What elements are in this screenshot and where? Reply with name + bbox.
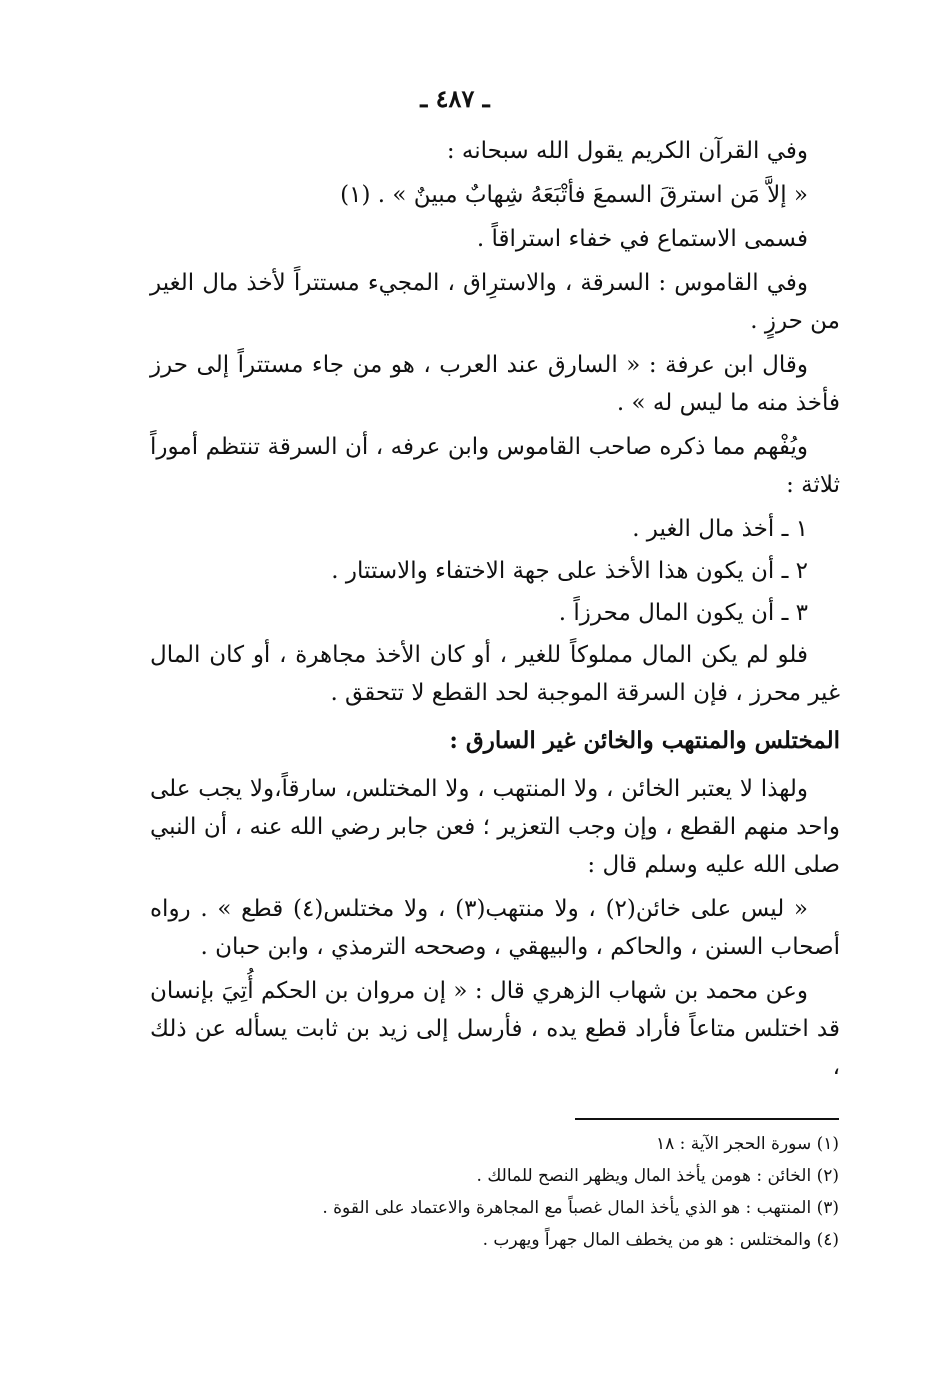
paragraph: ويُفْهم مما ذكره صاحب القاموس وابن عرفه ، أن السرقة تنتظم أموراً ثلاثة :	[150, 434, 840, 498]
hadith-quote: « ليس على خائن(٢) ، ولا منتهب(٣) ، ولا مختلس(٤) قطع » . رواه أصحاب السنن ، والحاكم ، والبيهقي ، وصححه الترمذي ، وابن حبان .	[150, 896, 840, 960]
quran-verse: « إلاَّ مَن استرقَ السمعَ فأتْبَعَهُ شِهابٌ مبينٌ » . (١)	[340, 182, 808, 208]
footnote: (١) سورة الحجر الآية : ١٨	[655, 1134, 839, 1154]
main-text	[150, 132, 840, 1086]
paragraph: فلو لم يكن المال مملوكاً للغير ، أو كان الأخذ مجاهرة ، أو كان المال غير محرز ، فإن السرقة الموجبة لحد القطع لا تتحقق .	[150, 642, 840, 706]
footnote-divider	[575, 1118, 839, 1120]
paragraph: وعن محمد بن شهاب الزهري قال : « إن مروان بن الحكم أُتِيَ بإنسان قد اختلس متاعاً فأراد قطع يده ، فأرسل إلى زيد بن ثابت يسأله عن ذلك ،	[150, 978, 840, 1080]
footnote: (٣) المنتهب : هو الذي يأخذ المال غصباً مع المجاهرة والاعتماد على القوة .	[322, 1198, 839, 1218]
paragraph: وفي القاموس : السرقة ، والاسترِاق ، المجيء مستتراً لأخذ مال الغير من حرزٍ .	[150, 270, 840, 334]
footnotes	[139, 1128, 839, 1256]
paragraph: ولهذا لا يعتبر الخائن ، ولا المنتهب ، ولا المختلس، سارقاً،ولا يجب على واحد منهم القطع ، وإن وجب التعزير ؛ فعن جابر رضي الله عنه ، أن النبي صلى الله عليه وسلم قال :	[150, 776, 840, 878]
list-item: ٢ ـ أن يكون هذا الأخذ على جهة الاختفاء والاستتار .	[331, 558, 808, 584]
page-number: ـ ٤٨٧ ـ	[420, 84, 490, 113]
list-item: ٣ ـ أن يكون المال محرزاً .	[558, 600, 808, 626]
page-body	[150, 82, 840, 1092]
footnote: (٤) والمختلس : هو من يخطف المال جهراً ويهرب .	[482, 1230, 839, 1250]
section-heading: المختلس والمنتهب والخائن غير السارق :	[449, 727, 840, 754]
paragraph: وقال ابن عرفة : « السارق عند العرب ، هو من جاء مستتراً إلى حرز فأخذ منه ما ليس له » .	[150, 352, 840, 416]
footnote: (٢) الخائن : هومن يأخذ المال ويظهر النصح للمالك .	[476, 1166, 839, 1186]
paragraph: وفي القرآن الكريم يقول الله سبحانه :	[446, 138, 808, 164]
list-item: ١ ـ أخذ مال الغير .	[632, 516, 808, 542]
paragraph: فسمى الاستماع في خفاء استراقاً .	[476, 226, 808, 252]
